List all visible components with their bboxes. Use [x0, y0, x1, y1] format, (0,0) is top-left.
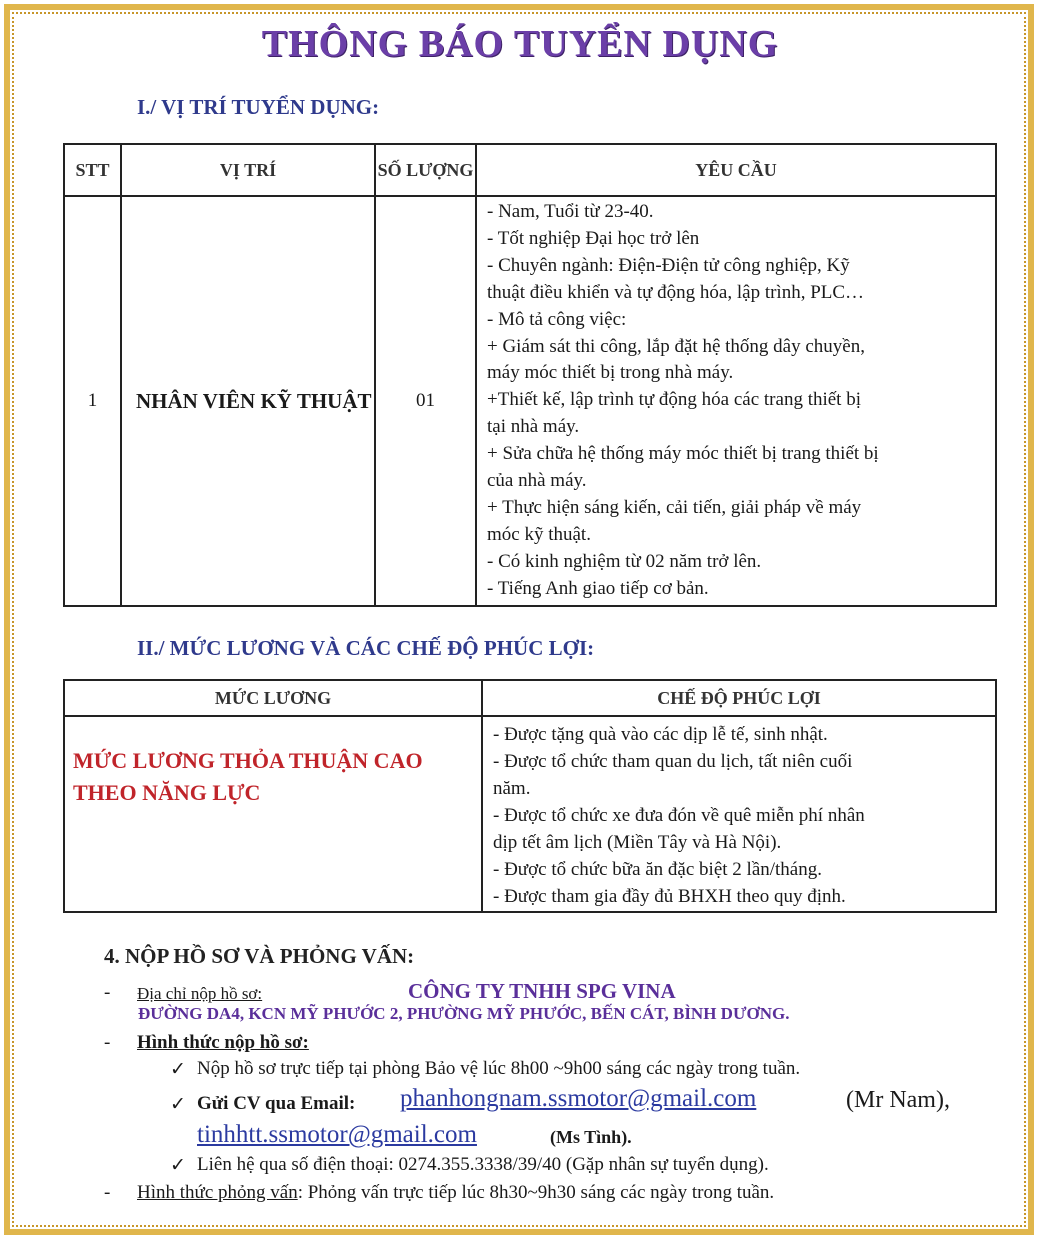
table-row: [64, 196, 996, 606]
requirement-line: - Chuyên ngành: Điện-Điện tử công nghiệp, Kỹ: [487, 254, 850, 276]
benefit-line: dịp tết âm lịch (Miền Tây và Hà Nội).: [493, 832, 782, 853]
section-2-heading: II./ MỨC LƯƠNG VÀ CÁC CHẾ ĐỘ PHÚC LỢI:: [137, 636, 595, 660]
cell-requirements: [476, 196, 996, 606]
cell-quantity: 01: [375, 196, 476, 606]
section-4-heading: 4. NỘP HỒ SƠ VÀ PHỎNG VẤN:: [104, 944, 415, 968]
check-icon: ✓: [170, 1059, 186, 1080]
requirement-line: + Thực hiện sáng kiến, cải tiến, giải pháp về máy: [487, 496, 862, 518]
interview-label: Hình thức phỏng vấn: [137, 1182, 298, 1203]
table-header-row: [64, 680, 996, 716]
requirement-line: - Tốt nghiệp Đại học trở lên: [487, 227, 700, 249]
requirement-line: - Tiếng Anh giao tiếp cơ bản.: [487, 577, 709, 599]
email-link-tinh[interactable]: tinhhtt.ssmotor@gmail.com: [197, 1121, 477, 1148]
interview-text: : Phỏng vấn trực tiếp lúc 8h30~9h30 sáng các ngày trong tuần.: [297, 1182, 775, 1203]
cell-stt: 1: [64, 196, 121, 606]
table-row: [64, 716, 996, 912]
check-icon: ✓: [170, 1094, 186, 1115]
requirement-line: - Có kinh nghiệm từ 02 năm trở lên.: [487, 550, 762, 572]
header-stt: STT: [64, 144, 121, 196]
company-address: ĐƯỜNG DA4, KCN MỸ PHƯỚC 2, PHƯỜNG MỸ PHƯỚC, BẾN CÁT, BÌNH DƯƠNG.: [138, 1004, 790, 1023]
requirement-line: - Mô tả công việc:: [487, 308, 627, 330]
cell-salary: MỨC LƯƠNG THỎA THUẬN CAO THEO NĂNG LỰC: [64, 716, 482, 912]
requirement-line: móc kỹ thuật.: [487, 523, 591, 545]
bullet-dash: -: [104, 1182, 111, 1203]
positions-table: [63, 143, 997, 607]
method-direct: Nộp hồ sơ trực tiếp tại phòng Bảo vệ lúc 8h00 ~9h00 sáng các ngày trong tuần.: [197, 1058, 801, 1079]
bullet-dash: -: [104, 982, 111, 1003]
requirement-line: máy móc thiết bị trong nhà máy.: [487, 362, 734, 384]
cell-position: NHÂN VIÊN KỸ THUẬT: [121, 196, 375, 606]
benefit-line: - Được tổ chức bữa ăn đặc biệt 2 lần/tháng.: [493, 859, 822, 880]
bullet-dash: -: [104, 1032, 111, 1053]
header-benefits: CHẾ ĐỘ PHÚC LỢI: [482, 680, 996, 716]
requirement-line: của nhà máy.: [487, 470, 587, 492]
benefit-line: - Được tổ chức tham quan du lịch, tất niên cuối: [493, 751, 853, 772]
benefit-line: - Được tặng quà vào các dịp lễ tế, sinh nhật.: [493, 724, 828, 745]
requirement-line: - Nam, Tuổi từ 23-40.: [487, 201, 654, 222]
cell-benefits: [482, 716, 996, 912]
address-label: Địa chỉ nộp hồ sơ:: [137, 984, 263, 1003]
phone-contact: Liên hệ qua số điện thoại: 0274.355.3338/39/40 (Gặp nhân sự tuyển dụng).: [197, 1154, 769, 1175]
requirement-line: +Thiết kế, lập trình tự động hóa các trang thiết bị: [487, 389, 861, 411]
header-quantity: SỐ LƯỢNG: [375, 144, 476, 196]
requirement-line: + Sửa chữa hệ thống máy móc thiết bị trang thiết bị: [487, 443, 879, 465]
requirement-line: + Giám sát thi công, lắp đặt hệ thống dây chuyền,: [487, 335, 865, 357]
company-name: CÔNG TY TNHH SPG VINA: [408, 979, 676, 1003]
page-title: THÔNG BÁO TUYỂN DỤNG: [261, 23, 779, 65]
header-requirements: YÊU CẦU: [476, 144, 996, 196]
benefit-line: - Được tham gia đầy đủ BHXH theo quy định.: [493, 886, 846, 907]
section-1-heading: I./ VỊ TRÍ TUYỂN DỤNG:: [137, 95, 380, 119]
interview-line: [137, 1182, 774, 1204]
email-link-nam[interactable]: phanhongnam.ssmotor@gmail.com: [400, 1085, 757, 1112]
email-name-nam: (Mr Nam),: [846, 1087, 950, 1113]
method-label: Hình thức nộp hồ sơ:: [137, 1032, 309, 1053]
benefits-table: [63, 679, 997, 913]
benefit-line: - Được tổ chức xe đưa đón về quê miễn phí nhân: [493, 805, 865, 826]
header-position: VỊ TRÍ: [121, 144, 375, 196]
benefit-line: năm.: [493, 778, 531, 799]
check-icon: ✓: [170, 1155, 186, 1176]
requirement-line: tại nhà máy.: [487, 416, 580, 438]
requirement-line: thuật điều khiển và tự động hóa, lập trình, PLC…: [487, 281, 865, 303]
email-name-tinh: (Ms Tình).: [550, 1127, 632, 1147]
table-header-row: [64, 144, 996, 196]
header-salary: MỨC LƯƠNG: [64, 680, 482, 716]
email-label: Gửi CV qua Email:: [197, 1093, 356, 1114]
